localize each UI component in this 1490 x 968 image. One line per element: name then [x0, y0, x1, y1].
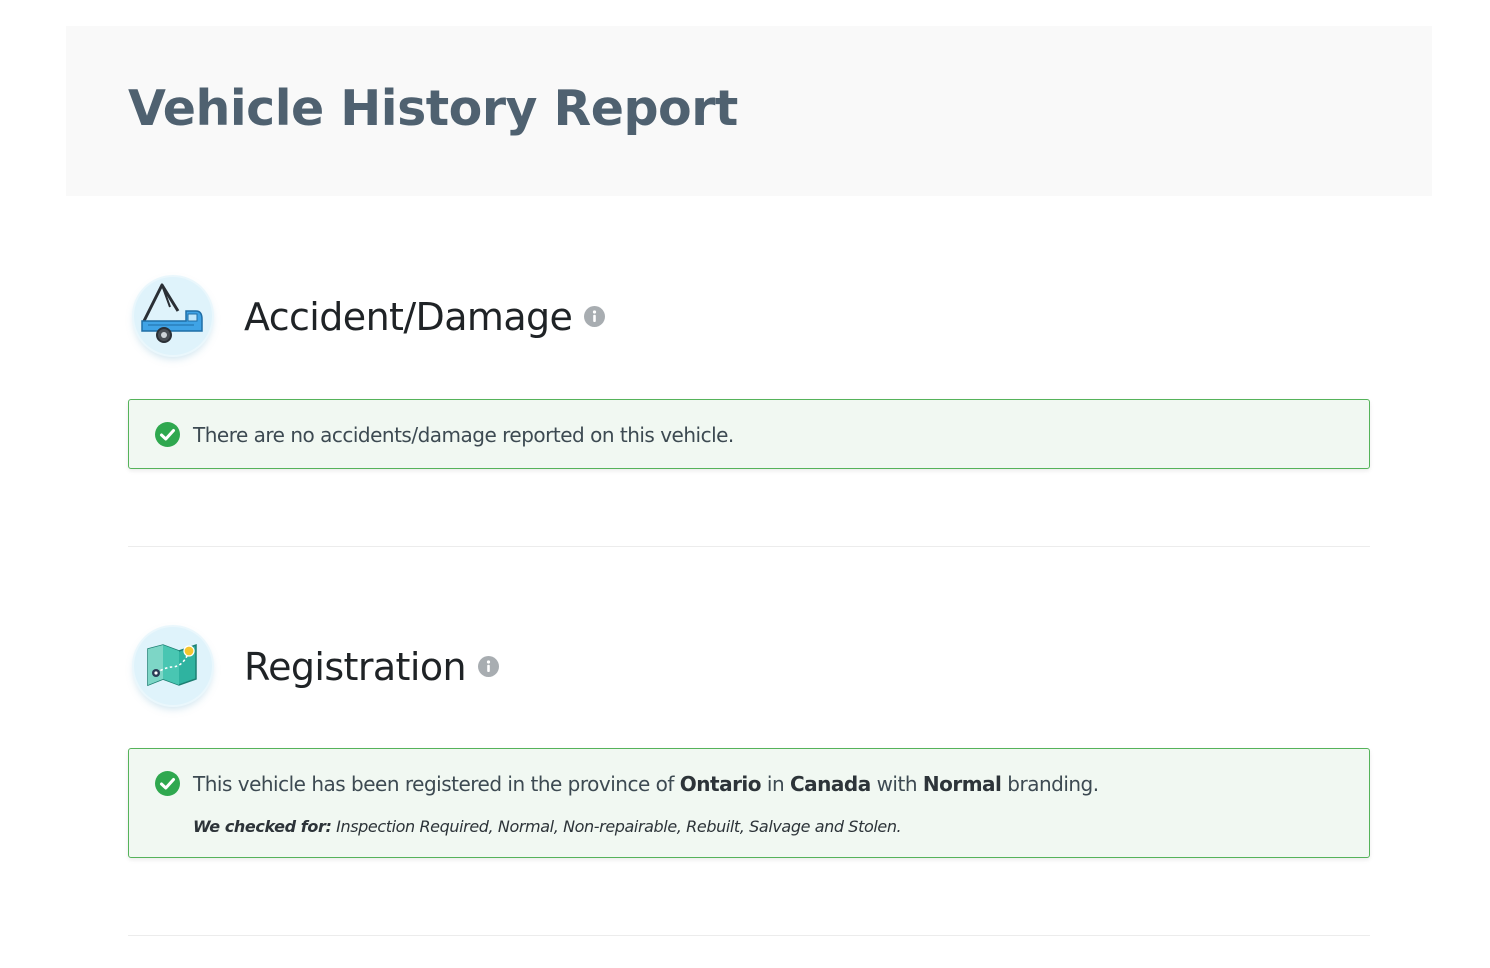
country-value: Canada — [789, 771, 871, 796]
tow-truck-icon — [134, 277, 212, 355]
message-with: with — [876, 771, 918, 796]
checked-for-note — [193, 817, 901, 836]
message-suffix: branding. — [1007, 771, 1099, 796]
page-title: Vehicle History Report — [128, 80, 738, 137]
message-in: in — [766, 771, 785, 796]
section-title-text: Accident/Damage — [244, 295, 573, 339]
message-prefix: This vehicle has been registered in the province of — [193, 771, 674, 796]
checked-for-list: Inspection Required, Normal, Non-repairable, Rebuilt, Salvage and Stolen. — [336, 817, 902, 836]
section-divider — [128, 935, 1370, 936]
info-icon[interactable] — [584, 306, 605, 327]
check-circle-icon — [155, 422, 180, 447]
registration-status-alert — [128, 748, 1370, 858]
section-title-accident-damage — [244, 293, 605, 341]
section-title-registration — [244, 643, 499, 691]
accident-status-alert — [128, 399, 1370, 469]
section-title-text: Registration — [244, 645, 466, 689]
check-circle-icon — [155, 771, 180, 796]
checked-for-label: We checked for: — [193, 817, 332, 836]
info-icon[interactable] — [478, 656, 499, 677]
alert-message — [193, 772, 1099, 796]
branding-value: Normal — [922, 771, 1002, 796]
alert-message: There are no accidents/damage reported on this vehicle. — [193, 422, 734, 447]
alert-row — [155, 771, 1099, 796]
section-divider — [128, 546, 1370, 547]
province-value: Ontario — [679, 771, 762, 796]
report-header — [66, 26, 1432, 196]
section-header-accident-damage — [128, 277, 828, 367]
section-header-registration — [128, 627, 828, 717]
alert-row — [155, 422, 734, 447]
map-icon — [134, 627, 212, 705]
